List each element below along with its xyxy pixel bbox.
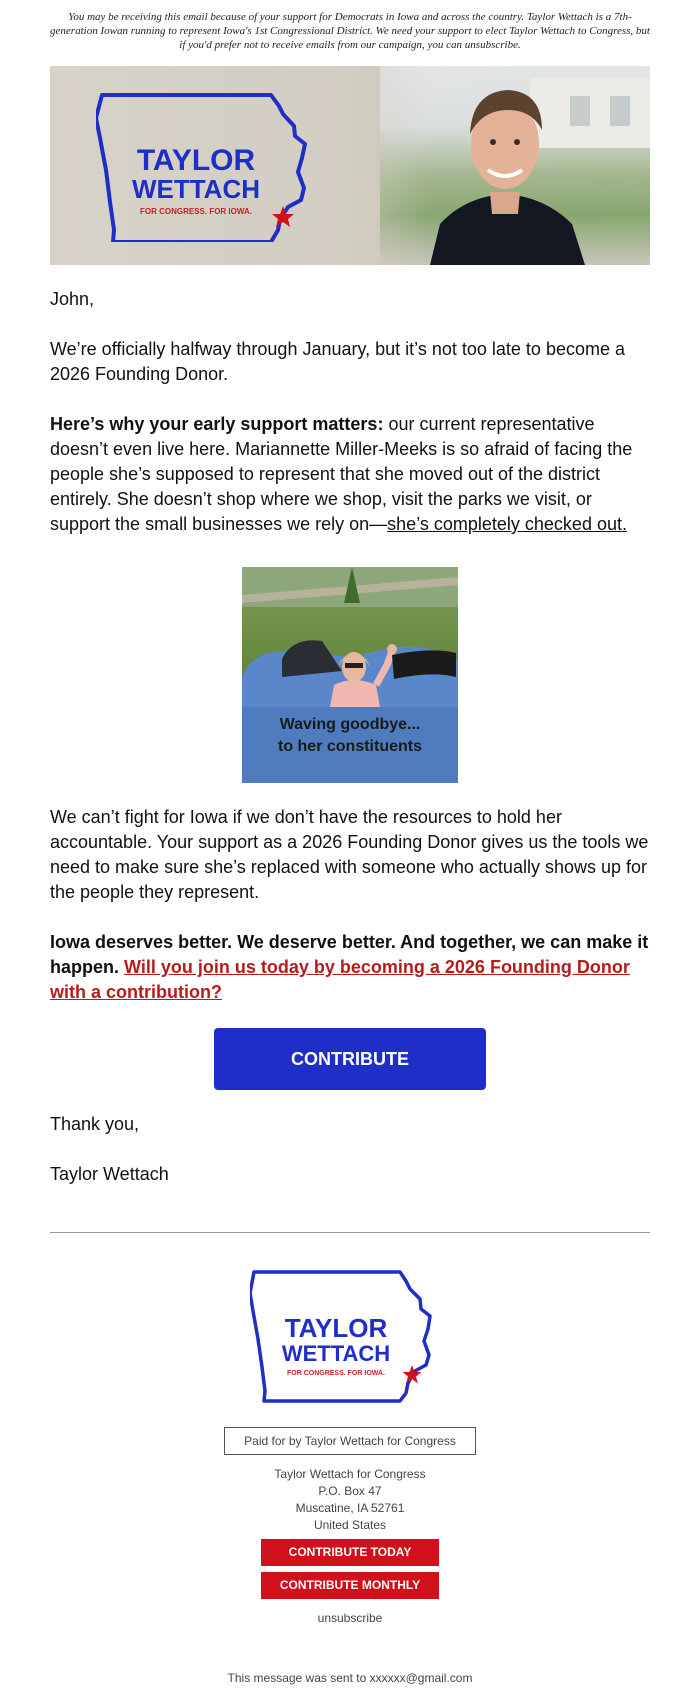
founding-donor-link[interactable]: Will you join us today by becoming a 2026 Founding Donor with a contribution? <box>50 957 630 1002</box>
logo-line-2: WETTACH <box>131 174 261 204</box>
disclaimer-text: You may be receiving this email because of your support for Democrats in Iowa and across the country. Taylor Wettach is a 7th-generation Iowan running to represent Iowa's 1st Congressional District. We need your support to elect Taylor Wettach to Congress, but if you'd prefer not to receive emails from our campaign, you can unsubscribe. <box>50 11 650 51</box>
logo-tagline: FOR CONGRESS. FOR IOWA. <box>139 207 253 216</box>
contribute-today-button[interactable]: CONTRIBUTE TODAY <box>261 1539 439 1566</box>
paid-for-box: Paid for by Taylor Wettach for Congress <box>224 1427 476 1455</box>
photo-caption-1: Waving goodbye... <box>279 716 421 733</box>
divider <box>50 1232 650 1233</box>
email-body <box>50 287 650 1187</box>
sign-off: Thank you, <box>50 1114 140 1134</box>
campaign-logo <box>96 92 326 242</box>
footer-logo-line-2: WETTACH <box>281 1341 391 1366</box>
logo-line-1: TAYLOR <box>136 144 256 177</box>
reason-text: our current representative doesn’t even live here. Mariannette Miller-Meeks is so afraid of facing the people she’s supposed to represent that she moved out of the district entirely. She doesn’t shop where we shop, visit the parks we visit, or support the small businesses we rely on— <box>50 414 633 534</box>
star-icon <box>272 206 294 227</box>
cta-row <box>50 1028 650 1090</box>
candidate-photo <box>420 74 590 265</box>
paragraph-resources: We can’t fight for Iowa if we don’t have the resources to hold her accountable. Your support as a 2026 Founding Donor gives us the tools we need to make sure she’s replaced with someone who actually shows up for the people they represent. <box>50 807 649 902</box>
checked-out-link[interactable]: she’s completely checked out. <box>387 514 627 534</box>
greeting: John, <box>50 289 95 309</box>
mailing-address <box>50 1466 650 1534</box>
paragraph-reason <box>50 412 650 537</box>
contribute-monthly-button[interactable]: CONTRIBUTE MONTHLY <box>261 1572 439 1599</box>
sent-to-notice <box>50 1671 650 1685</box>
unsubscribe-link[interactable]: unsubscribe <box>317 1611 383 1625</box>
paragraph-ask <box>50 930 650 1005</box>
address-line: Taylor Wettach for Congress <box>274 1467 426 1481</box>
ask-lead: Iowa deserves better. We deserve better. And together, we can make it happen. <box>50 932 649 977</box>
reason-lead: Here’s why your early support matters: <box>50 414 384 434</box>
address-line: Muscatine, IA 52761 <box>295 1501 405 1515</box>
signature: Taylor Wettach <box>50 1164 169 1184</box>
footer-logo-tagline: FOR CONGRESS. FOR IOWA. <box>286 1370 386 1377</box>
email-container <box>50 0 650 1685</box>
footer-logo <box>250 1269 450 1404</box>
paragraph-intro: We’re officially halfway through January, but it’s not too late to become a 2026 Founding Donor. <box>50 339 625 384</box>
footer-logo-line-1: TAYLOR <box>284 1313 388 1343</box>
photo-caption-2: to her constituents <box>277 738 423 755</box>
address-line: United States <box>313 1518 387 1532</box>
hero-banner <box>50 66 650 265</box>
waving-goodbye-image <box>242 567 458 783</box>
address-line: P.O. Box 47 <box>318 1484 382 1498</box>
recipient-email: xxxxxx@gmail.com <box>369 1671 473 1685</box>
contribute-button[interactable]: CONTRIBUTE <box>214 1028 486 1090</box>
sent-to-prefix: This message was sent to <box>227 1671 370 1685</box>
